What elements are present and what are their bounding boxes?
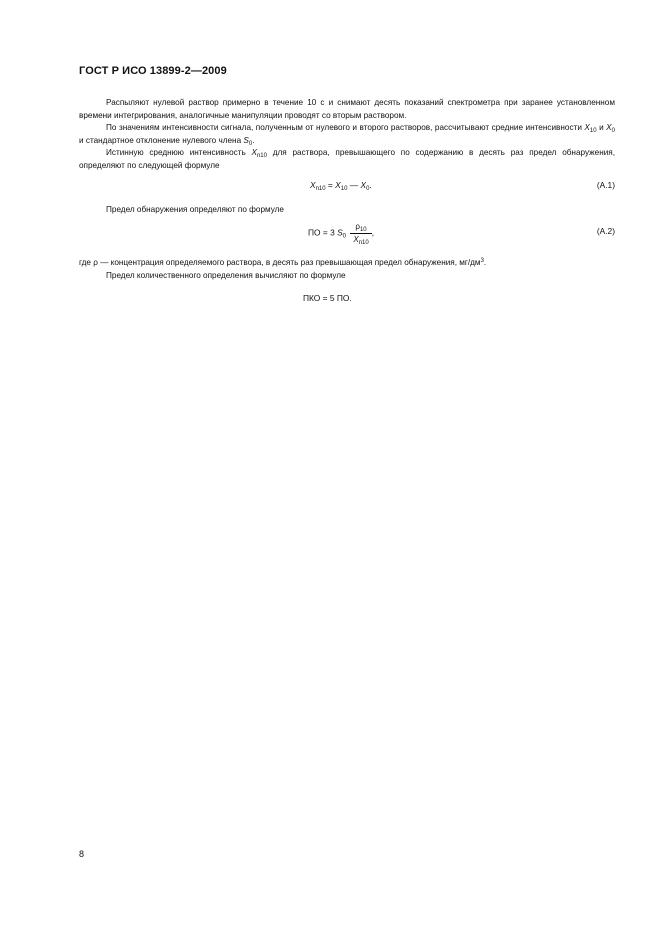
subscript: 0 <box>611 128 615 134</box>
equation-number-a1: (А.1) <box>596 180 615 190</box>
text-fragment: — концентрация определяемого раствора, в десять раз превышающая предел обнаружения, мг/дм <box>100 258 481 267</box>
subscript: n10 <box>256 153 267 159</box>
fraction <box>350 222 371 245</box>
subscript: n10 <box>358 240 369 246</box>
paragraph-where-rho <box>79 257 615 270</box>
text-fragment: где <box>79 258 91 267</box>
symbol-x: X <box>310 180 316 190</box>
symbol-x: X <box>360 180 367 190</box>
text-fragment: По значениям интенсивности сигнала, полученным от нулевого и второго растворов, рассчитывают средние интенсивности <box>106 123 582 132</box>
symbol-x: X <box>353 235 359 244</box>
formula-a1 <box>310 180 372 190</box>
symbol-s: S <box>337 227 343 238</box>
formula-a3-line <box>79 293 615 307</box>
equation-number-a2: (А.2) <box>596 226 615 236</box>
formula-lhs: ПО = 3 <box>308 227 338 238</box>
text-fragment: Истинную среднюю интенсивность <box>106 148 246 157</box>
symbol-rho: ρ <box>355 222 360 231</box>
subscript: 0 <box>366 186 370 192</box>
subscript: 0 <box>248 140 253 147</box>
symbol-x: X <box>606 123 612 132</box>
paragraph-true-intensity <box>79 147 615 172</box>
superscript: 3 <box>480 258 484 264</box>
subscript: n10 <box>315 186 326 192</box>
comma: , <box>371 227 375 238</box>
document-header: ГОСТ Р ИСО 13899-2—2009 <box>79 65 227 77</box>
symbol-x: X <box>251 148 257 157</box>
paragraph-spraying: Распыляют нулевой раствор примерно в течение 10 с и снимают десять показаний спектрометра при заранее установленном времени интегрирования, аналогичные манипуляции проводят со вторым раствором. <box>79 98 615 120</box>
period: . <box>483 258 487 267</box>
subscript: 10 <box>340 186 348 192</box>
subscript: 10 <box>359 227 367 233</box>
formula-a1-line <box>79 180 615 194</box>
fraction-numerator <box>350 222 371 234</box>
fraction-denominator <box>350 234 371 245</box>
minus-sign: — <box>347 180 361 190</box>
period: . <box>369 180 372 190</box>
text-fragment: для раствора, превышающего по содержанию в десять раз предел обнаружения, определяют по следующей формуле <box>79 148 615 170</box>
symbol-x: X <box>584 123 590 132</box>
paragraph-quantitation-limit: Предел количественного определения вычисляют по формуле <box>106 271 346 280</box>
symbol-s: S <box>243 135 249 145</box>
subscript: 0 <box>342 233 347 240</box>
symbol-x: X <box>335 180 341 190</box>
period: . <box>252 135 255 145</box>
page-number: 8 <box>79 849 85 859</box>
text-fragment: и стандартное отклонение нулевого члена <box>79 135 242 145</box>
equals-sign: = <box>325 180 336 190</box>
formula-a2 <box>308 222 374 245</box>
symbol-rho: ρ <box>93 258 98 267</box>
paragraph-detection-limit: Предел обнаружения определяют по формуле <box>106 205 284 214</box>
formula-a3: ПКО = 5 ПО. <box>303 293 352 303</box>
formula-a2-line <box>79 222 615 248</box>
paragraph-mean-intensities <box>79 122 615 147</box>
subscript: 10 <box>589 128 597 134</box>
text-fragment: и <box>599 123 604 132</box>
